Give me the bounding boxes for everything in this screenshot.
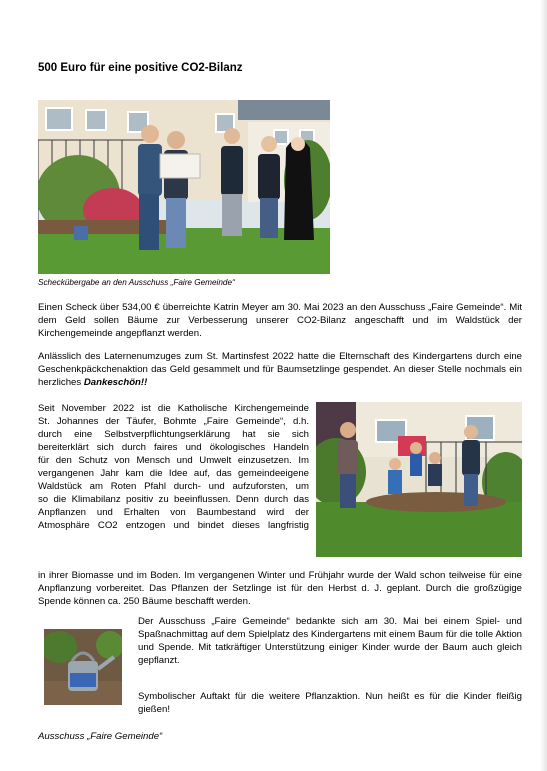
photo-caption: Scheckübergabe an den Ausschuss „Faire Gemeinde“ bbox=[38, 278, 235, 287]
paragraph-line: St. Johannes der Täufer, Bohmte „Faire Gemeinde“, d.h. bbox=[38, 416, 309, 427]
paragraph-line: Atmosphäre CO2 entzogen und bindet dieses langfristig bbox=[38, 520, 309, 531]
paragraph-line: so die Klimabilanz positiv zu beeinflussen. Denn durch das bbox=[38, 494, 309, 505]
paragraph-fair-parish-continued: in ihrer Biomasse und im Boden. Im vergangenen Winter und Frühjahr wurde der Wald schon teilweise für eine Anpflanzung vorbereitet. Das Pflanzen der Setzlinge ist für den Herbst d. J. geplant. Durch die großzügige Spende können ca. 250 Bäume beschafft werden. bbox=[38, 570, 522, 607]
paragraph-line: vergangenen Jahr kam die Idee auf, das gemeindeeigene bbox=[38, 468, 309, 479]
check-handover-photo bbox=[38, 100, 330, 274]
paragraph-check: Einen Scheck über 534,00 € überreichte Katrin Meyer am 30. Mai 2023 an den Ausschuss „Faire Gemeinde“. Mit dem Geld sollen Bäume zur Verbesserung unserer CO2-Bilanz angeschafft und im Waldstück der Kirchengemeinde angepflanzt werden. bbox=[38, 302, 522, 339]
paragraph-line: Seit November 2022 ist die Katholische Kirchengemeinde bbox=[38, 403, 309, 414]
paragraph-line: bereiterklärt sich durch faires und ökologisches Handeln bbox=[38, 442, 309, 453]
paragraph-kickoff: Symbolischer Auftakt für die weitere Pflanzaktion. Nun heißt es für die Kinder fleißig gießen! bbox=[138, 691, 522, 715]
page-edge bbox=[540, 0, 547, 771]
footer-signature: Ausschuss „Faire Gemeinde“ bbox=[38, 731, 163, 742]
page-title: 500 Euro für eine positive CO2-Bilanz bbox=[38, 62, 243, 74]
paragraph-line: für den Schutz von Mensch und Umwelt einzusetzen. Im bbox=[38, 455, 309, 466]
paragraph-fair-parish bbox=[38, 402, 309, 532]
paragraph-line: Waldstück am Roten Pfahl durch- und aufzuforsten, um bbox=[38, 481, 309, 492]
paragraph-lantern-text: Anlässlich des Laternenumzuges zum St. Martinsfest 2022 hatte die Elternschaft des Kindergartens durch eine Geschenkpäckchenaktion das Geld gesammelt und für Baumsetzlinge gespendet. An dieser Stelle nochmals ein herzliches bbox=[38, 351, 522, 388]
paragraph-lantern bbox=[38, 350, 522, 389]
paragraph-thanks-event: Der Ausschuss „Faire Gemeinde“ bedankte sich am 30. Mai bei einem Spiel- und Spaßnachmittag auf dem Spielplatz des Kindergartens mit einem Baum für die tolle Aktion und Spende. Mit tatkräftiger Unterstützung einiger Kinder wurde der Baum auch gleich gepflanzt. bbox=[138, 616, 522, 666]
paragraph-line: durch eine Selbstverpflichtungserklärung hat sie sich bbox=[38, 429, 309, 440]
thank-you-emphasis: Dankeschön!! bbox=[83, 377, 148, 388]
paragraph-line: Anpflanzen und Erhalten von Baumbestand wird der bbox=[38, 507, 309, 518]
watering-can-photo bbox=[44, 629, 122, 705]
children-planting-photo bbox=[316, 402, 522, 557]
